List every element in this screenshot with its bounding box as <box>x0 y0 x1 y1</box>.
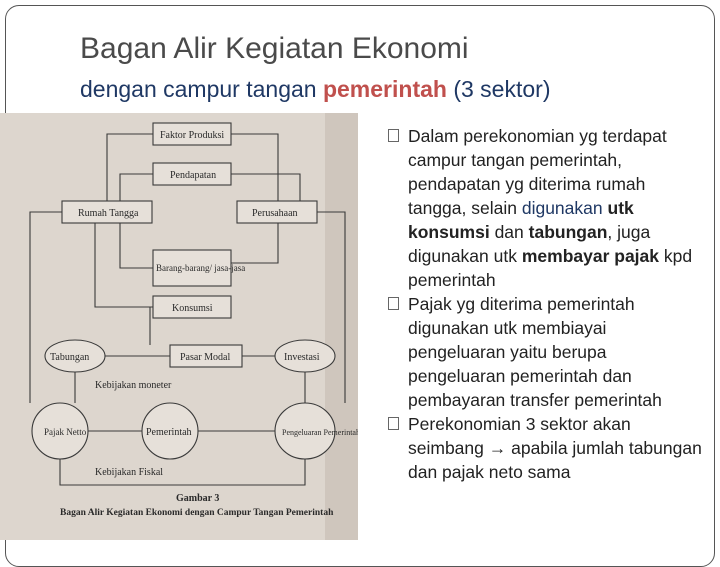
slide-subtitle <box>80 76 550 103</box>
bullet-text: , juga digunakan utk <box>408 222 651 266</box>
bullet-text-bold: membayar pajak <box>521 246 660 266</box>
flowchart-node-pengeluaran-pemerintah: Pengeluaran Pemerintah <box>282 428 358 437</box>
bullet-text: Perekonomian 3 sektor akan seimbang <box>408 414 631 458</box>
subtitle-text: dengan campur tangan <box>80 76 323 102</box>
bullet-text: kpd pemerintah <box>408 246 693 290</box>
flowchart-node-barang-jasa: Barang-barang/ jasa-jasa <box>156 263 246 273</box>
arrow-right-icon: → <box>488 438 507 458</box>
bullet-item <box>388 412 708 484</box>
slide-title: Bagan Alir Kegiatan Ekonomi <box>80 32 469 65</box>
figure-caption-title: Bagan Alir Kegiatan Ekonomi dengan Campur Tangan Pemerintah <box>60 508 334 518</box>
bullet-item <box>388 292 708 412</box>
bullet-text: apabila jumlah tabungan dan pajak neto sama <box>408 438 702 482</box>
flowchart-node-faktor-produksi: Faktor Produksi <box>160 130 225 141</box>
bullet-text-accent: digunakan <box>521 198 603 218</box>
flowchart-node-pemerintah: Pemerintah <box>146 427 192 438</box>
flowchart-node-pajak-netto: Pajak Netto <box>44 427 87 437</box>
bullet-box-icon <box>388 417 399 430</box>
bullet-box-icon <box>388 129 399 142</box>
subtitle-highlight: pemerintah <box>322 76 447 102</box>
bullet-text-bold: tabungan <box>528 222 608 242</box>
bullet-text: Dalam perekonomian yg terdapat campur tangan pemerintah, pendapatan yg diterima rumah tangga, selain <box>408 126 667 218</box>
flowchart-node-perusahaan: Perusahaan <box>252 208 298 219</box>
flowchart-node-pendapatan: Pendapatan <box>170 170 217 181</box>
flowchart-node-tabungan: Tabungan <box>50 352 90 363</box>
flowchart-label-kebijakan-moneter: Kebijakan moneter <box>95 380 172 391</box>
bullet-text-bold: utk konsumsi <box>408 198 634 242</box>
flowchart-diagram <box>0 113 358 540</box>
flowchart-node-konsumsi: Konsumsi <box>172 303 213 314</box>
bullet-text: Pajak yg diterima pemerintah digunakan utk membiayai pengeluaran yaitu berupa pengeluaran pemerintah dan pembayaran transfer pemerintah <box>408 294 662 410</box>
flowchart-label-kebijakan-fiskal: Kebijakan Fiskal <box>95 467 164 478</box>
flowchart-node-pasar-modal: Pasar Modal <box>180 352 231 363</box>
flowchart-node-investasi: Investasi <box>284 352 320 363</box>
bullet-box-icon <box>388 297 399 310</box>
flowchart-node-rumah-tangga: Rumah Tangga <box>78 208 139 219</box>
subtitle-suffix: (3 sektor) <box>446 76 551 102</box>
bullet-list <box>388 124 708 484</box>
flowchart-figure <box>0 113 358 540</box>
figure-caption-number: Gambar 3 <box>176 493 220 504</box>
bullet-text: dan <box>489 222 529 242</box>
bullet-item <box>388 124 708 292</box>
